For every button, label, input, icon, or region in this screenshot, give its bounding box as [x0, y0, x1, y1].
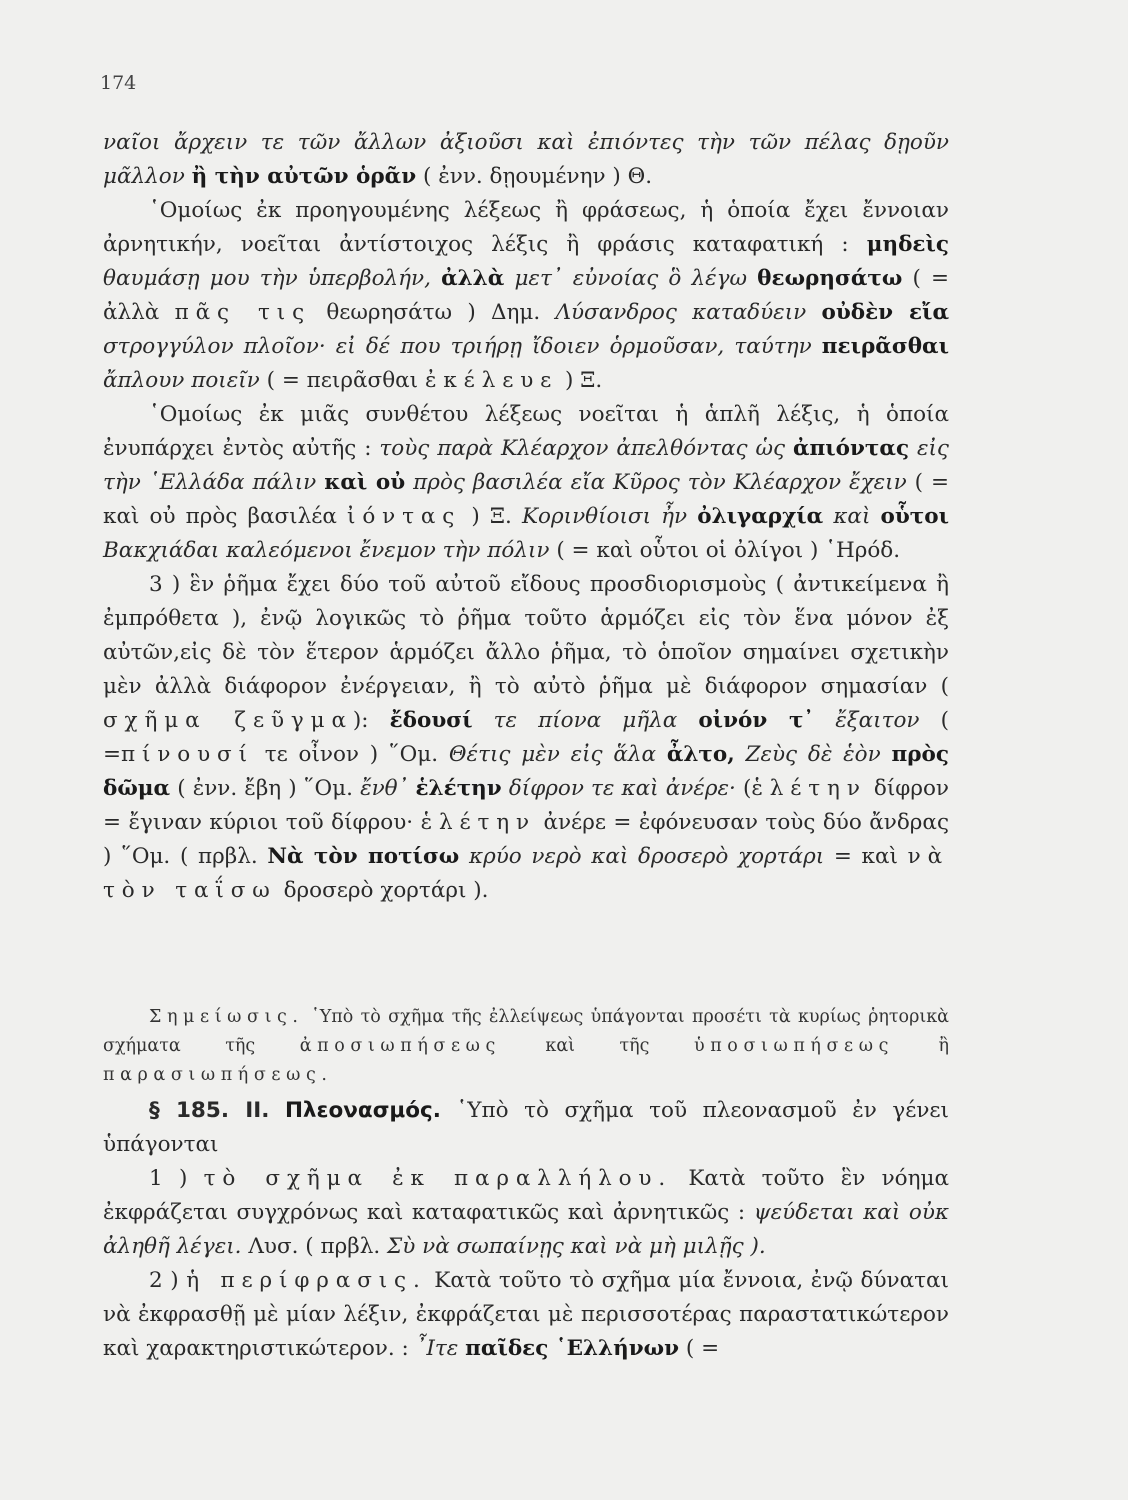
p2-m: πειρᾶσθαι: [821, 334, 949, 359]
p2-g: ( = ἀλλὰ: [103, 266, 949, 325]
p2-p: ἐκέλευε: [424, 368, 559, 393]
p4-x: Νὰ τὸν ποτίσω: [267, 844, 460, 869]
p4-n: πρὸς δῶμα: [103, 742, 949, 801]
p4-k: Θέτις μὲν εἰς ἅλα: [448, 742, 657, 767]
note-b: ῾Υπὸ τὸ σχῆμα τῆς ἐλλείψεως ὑπάγονται προσέτι τὰ κυρίως ῥητορικὰ σχήματα τῆς: [103, 1007, 949, 1056]
p2-f: θεωρησάτω: [757, 266, 903, 291]
p4-z1: νὰ τὸν ταΐσω: [103, 844, 949, 903]
p3-c: ἀπιόντας: [792, 436, 910, 461]
note-a: Σημείωσις.: [149, 1007, 304, 1027]
p2-a: ῾Ομοίως ἐκ προηγουμένης λέξεως ἢ φράσεως, ἡ ὁποία ἔχει ἔννοιαν ἀρνητικήν, νοεῖται ἀντίστοιχος λέξις ἢ φράσις καταφατική :: [103, 198, 949, 257]
p4-o: ( ἐνν. ἔβη ) ῞Ομ.: [177, 776, 353, 801]
footnote-remark: [103, 1003, 949, 1090]
p3-h: ἰόντας: [347, 504, 462, 529]
p5-e: Λυσ. ( πρβλ.: [248, 1234, 381, 1259]
p5-f: Σὺ νὰ σωπαίνῃς καὶ νὰ μὴ μιλῇς ).: [387, 1234, 766, 1259]
p4-t: ἑλέτην: [751, 776, 867, 801]
note-e: ὑποσιωπήσεως: [693, 1036, 894, 1056]
p6-c: Κατὰ τοῦτο τὸ σχῆμα μία ἔννοια, ἐνῷ δύναται νὰ ἐκφρασθῇ μὲ μίαν λέξιν, ἐκφράζεται μὲ περισσοτέρας παραστατικώτερον καὶ χαρακτηριστικώτερον. :: [103, 1268, 949, 1361]
p3-a: ῾Ομοίως ἐκ μιᾶς συνθέτου λέξεως νοεῖται ἡ ἁπλῆ λέξις, ἡ ὁποία ἐνυπάρχει ἐντὸς αὐτῆς :: [103, 402, 949, 461]
p4-d: ἔδουσί: [389, 708, 473, 733]
p2-e: μετ᾽ εὐνοίας ὃ λέγω: [514, 266, 748, 291]
p4-g: ἔξαιτον: [835, 708, 920, 733]
paragraph-4: [103, 568, 949, 908]
note-g: παρασιωπήσεως.: [103, 1065, 333, 1085]
p4-u: δίφρον = ἔγιναν κύριοι τοῦ δίφρου·: [103, 776, 949, 835]
p3-e: καὶ οὐ: [324, 470, 406, 495]
paragraph-2: [103, 194, 949, 398]
paragraph-5: [103, 1162, 949, 1264]
section-number: § 185. II.: [149, 1098, 270, 1123]
note-d: καὶ τῆς: [545, 1036, 650, 1056]
p5-a: 1 ): [149, 1166, 188, 1191]
p4-c: ):: [352, 708, 369, 733]
p5-d: ψεύδεται καὶ οὐκ ἀληθῆ λέγει.: [103, 1200, 949, 1259]
p1-italic: ναῖοι ἄρχειν τε τῶν ἄλλων ἀξιοῦσι καὶ ἐπιόντες τὴν τῶν πέλας δῃοῦν μᾶλλον: [103, 130, 949, 189]
section-185-heading: [103, 1094, 949, 1162]
p6-d: ῏Ιτε: [415, 1336, 459, 1361]
p6-a: 2 ): [149, 1268, 179, 1293]
p2-l: στρογγύλον πλοῖον· εἰ δέ που τριήρῃ ἴδοιεν ὁρμοῦσαν, ταύτην: [103, 334, 812, 359]
p4-f: οἰνόν τ᾽: [698, 708, 815, 733]
p2-d: ἀλλὰ: [441, 266, 505, 291]
p3-k: ὀλιγαρχία: [697, 504, 824, 529]
p2-i: θεωρησάτω ) Δημ.: [326, 300, 541, 325]
p3-j: Κορινθίοισι ἦν: [522, 504, 688, 529]
p4-z: = καὶ: [833, 844, 898, 869]
p4-e: τε πίονα μῆλα: [493, 708, 678, 733]
p3-b: τοὺς παρὰ Κλέαρχον ἀπελθόντας ὡς: [379, 436, 786, 461]
p4-l: ἆλτο,: [666, 742, 735, 767]
p1-bold: ἢ τὴν αὐτῶν ὁρᾶν: [191, 164, 417, 189]
p2-n: ἄπλουν ποιεῖν: [103, 368, 260, 393]
p4-j: τε οἶνον ) ῞Ομ.: [264, 742, 439, 767]
p3-o: ( = καὶ οὗτοι οἱ ὀλίγοι ) ῾Ηρόδ.: [556, 538, 901, 563]
paragraph-1: [103, 126, 949, 194]
p2-q: ) Ξ.: [565, 368, 603, 393]
p2-h: πᾶς τις: [174, 300, 312, 325]
p2-c: θαυμάσῃ μου τὴν ὑπερβολήν,: [103, 266, 431, 291]
p2-o: ( = πειρᾶσθαι: [266, 368, 419, 393]
p4-i: πίνουσί: [121, 742, 254, 767]
p3-i: ) Ξ.: [471, 504, 512, 529]
p6-b: ἡ περίφρασις.: [186, 1268, 427, 1293]
note-paragraph: [103, 1003, 949, 1090]
p1-ref: ( ἐνν. δῃουμένην ) Θ.: [422, 164, 653, 189]
paragraph-3: [103, 398, 949, 568]
main-text-upper: [103, 126, 949, 908]
p3-f: πρὸς βασιλέα εἴα Κῦρος τὸν Κλέαρχον ἔχειν: [413, 470, 907, 495]
p4-a: 3 ) ἓν ῥῆμα ἔχει δύο τοῦ αὐτοῦ εἴδους προσδιορισμοὺς ( ἀντικείμενα ἢ ἐμπρόθετα ), ἐνῷ λογικῶς τὸ ῥῆμα τοῦτο ἁρμόζει εἰς τὸν ἕνα μόνον ἐξ αὐτῶν,εἰς δὲ τὸν ἕτερον ἁρμόζει ἄλλο ῥῆμα, τὸ ὁποῖον σημαίνει σχετικὴν μὲν ἀλλὰ διάφορον ἐνέργειαν, ἢ τὸ αὐτὸ ῥῆμα μὲ διάφορον σημασίαν (: [103, 572, 949, 699]
p2-k: οὐδὲν εἴα: [821, 300, 950, 325]
p5-b: τὸ σχῆμα ἐκ παραλλήλου.: [203, 1166, 673, 1191]
p3-l: καὶ: [833, 504, 871, 529]
section-title: Πλεονασμός.: [284, 1098, 441, 1123]
p6-f: ( =: [685, 1336, 720, 1361]
p4-q: ἑλέτην: [415, 776, 502, 801]
p4-h: ( =: [103, 708, 949, 767]
p3-n: Βακχιάδαι καλεόμενοι ἔνεμον τὴν πόλιν: [103, 538, 550, 563]
p2-b: μηδεὶς: [866, 232, 949, 257]
p4-m: Ζεὺς δὲ ἑὸν: [745, 742, 881, 767]
p2-j: Λύσανδρος καταδύειν: [555, 300, 807, 325]
p4-p: ἔνθ᾽: [360, 776, 409, 801]
paragraph-6: [103, 1264, 949, 1366]
p4-b: σχῆμα ζεῦγμα: [103, 708, 353, 733]
p5-c: Κατὰ τοῦτο ἓν νόημα ἐκφράζεται συγχρόνως καὶ καταφατικῶς καὶ ἀρνητικῶς :: [103, 1166, 949, 1225]
p4-w: ἀνέρε = ἐφόνευσαν τοὺς δύο ἄνδρας ) ῞Ομ. ( πρβλ.: [103, 810, 949, 869]
p4-y: κρύο νερὸ καὶ δροσερὸ χορτάρι: [468, 844, 825, 869]
p4-r: δίφρον τε καὶ ἀνέρε·: [508, 776, 736, 801]
p3-d: εἰς τὴν ῾Ελλάδα πάλιν: [103, 436, 949, 495]
p4-s: (: [742, 776, 752, 801]
note-f: ἢ: [938, 1036, 949, 1056]
p4-z2: δροσερὸ χορτάρι ).: [283, 878, 489, 903]
page-number: 174: [100, 72, 137, 94]
p6-e: παῖδες ῾Ελλήνων: [465, 1336, 680, 1361]
p3-m: οὗτοι: [880, 504, 949, 529]
section-intro: ῾Υπὸ τὸ σχῆμα τοῦ πλεονασμοῦ ἐν γένει ὑπάγονται: [103, 1098, 949, 1157]
p3-g: ( = καὶ οὐ πρὸς βασιλέα: [103, 470, 950, 529]
note-c: ἀποσιωπήσεως: [299, 1036, 501, 1056]
main-text-lower: [103, 1094, 949, 1366]
p4-v: ἑλέτην: [420, 810, 536, 835]
